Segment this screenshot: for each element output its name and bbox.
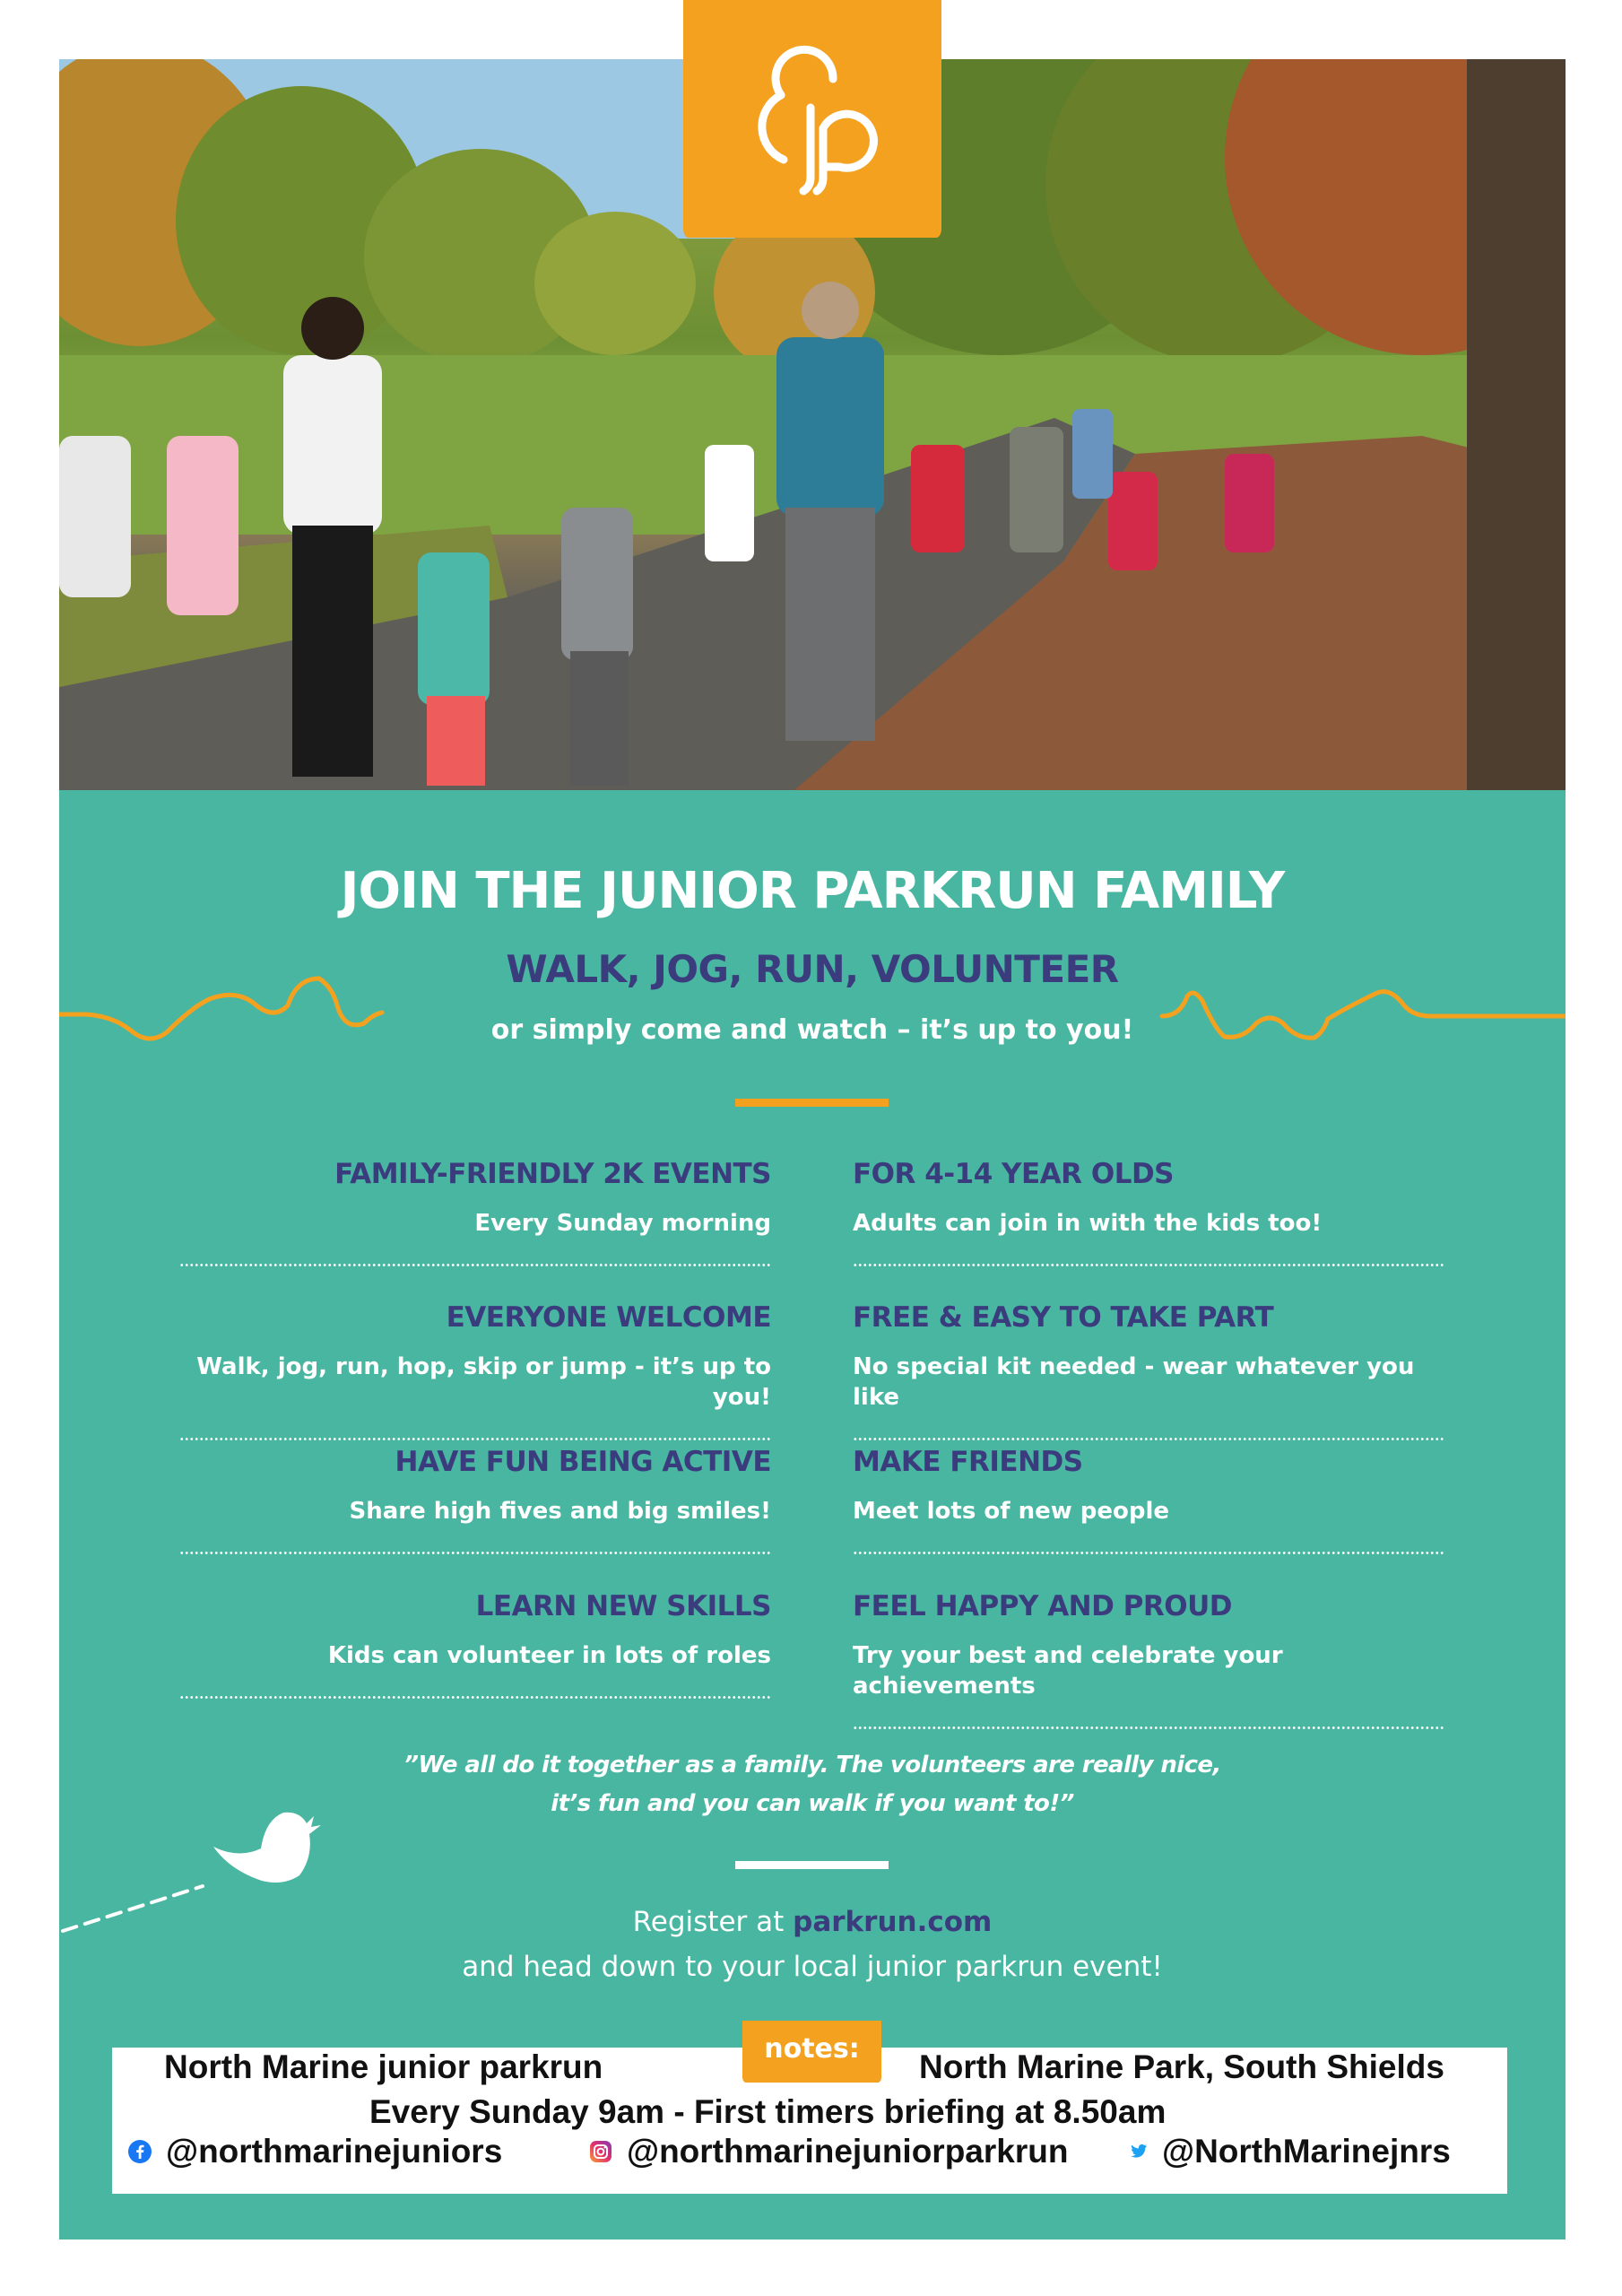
feature-learn-skills (179, 1588, 771, 1699)
feature-title: FEEL HAPPY AND PROUD (853, 1590, 1233, 1622)
instagram-icon (589, 2140, 612, 2163)
dotted-divider (179, 1696, 771, 1699)
feature-have-fun (179, 1444, 771, 1554)
dotted-divider (853, 1264, 1444, 1266)
twitter-handle: @NorthMarinejnrs (1162, 2133, 1451, 2170)
dotted-divider (179, 1438, 771, 1440)
feature-desc: No special kit needed - wear whatever you like (853, 1353, 1415, 1411)
subheadline: WALK, JOG, RUN, VOLUNTEER (506, 947, 1119, 991)
feature-desc: Share high fives and big smiles! (349, 1498, 771, 1525)
quote-line-1: ”We all do it together as a family. The volunteers are really nice, (403, 1752, 1221, 1779)
orange-divider (735, 1099, 889, 1107)
quote-line-2: it’s fun and you can walk if you want to!” (551, 1790, 1074, 1817)
feature-title: FREE & EASY TO TAKE PART (853, 1301, 1274, 1334)
register-line-2: and head down to your local junior parkrun event! (462, 1951, 1163, 1983)
feature-title: LEARN NEW SKILLS (475, 1590, 771, 1622)
feature-everyone-welcome (179, 1300, 771, 1440)
register-cta (59, 1900, 1566, 1989)
event-location: North Marine Park, South Shields (919, 2048, 1444, 2085)
feature-title: HAVE FUN BEING ACTIVE (395, 1446, 771, 1478)
facebook-handle: @northmarinejuniors (166, 2133, 503, 2170)
dotted-divider (853, 1552, 1444, 1554)
facebook-handle-row[interactable] (128, 2133, 502, 2170)
feature-desc: Walk, jog, run, hop, skip or jump - it’s up to you! (196, 1353, 771, 1411)
parkrun-junior-logo-icon (741, 43, 884, 196)
feature-free-easy (853, 1300, 1444, 1440)
twitter-icon (1130, 2144, 1148, 2160)
feature-title: MAKE FRIENDS (853, 1446, 1083, 1478)
facebook-icon (128, 2140, 152, 2163)
feature-happy-proud (853, 1588, 1444, 1729)
white-divider (735, 1861, 889, 1869)
dotted-divider (853, 1438, 1444, 1440)
event-name: North Marine junior parkrun (164, 2048, 603, 2085)
feature-title: EVERYONE WELCOME (446, 1301, 771, 1334)
headline: JOIN THE JUNIOR PARKRUN FAMILY (340, 862, 1285, 920)
register-prefix: Register at (632, 1906, 794, 1938)
feature-family-friendly (179, 1156, 771, 1266)
feature-desc: Adults can join in with the kids too! (853, 1210, 1323, 1237)
tagline: or simply come and watch – it’s up to you! (490, 1014, 1134, 1046)
parkrun-link[interactable]: parkrun.com (793, 1906, 993, 1938)
feature-age-range (853, 1156, 1444, 1266)
dotted-divider (853, 1726, 1444, 1729)
register-line-1 (59, 1900, 1566, 1944)
feature-title: FAMILY-FRIENDLY 2K EVENTS (334, 1158, 771, 1190)
feature-desc: Kids can volunteer in lots of roles (327, 1642, 771, 1669)
parkrun-logo-tab (683, 0, 941, 238)
dotted-divider (179, 1264, 771, 1266)
dotted-divider (179, 1552, 771, 1554)
feature-desc: Every Sunday morning (474, 1210, 771, 1237)
twitter-handle-row[interactable] (1130, 2133, 1451, 2170)
feature-title: FOR 4-14 YEAR OLDS (853, 1158, 1175, 1190)
feature-desc: Try your best and celebrate your achievements (853, 1642, 1283, 1700)
feature-make-friends (853, 1444, 1444, 1554)
notes-badge: notes: (742, 2021, 881, 2083)
instagram-handle-row[interactable] (589, 2133, 1068, 2170)
feature-desc: Meet lots of new people (853, 1498, 1170, 1525)
instagram-handle: @northmarinejuniorparkrun (627, 2133, 1069, 2170)
event-schedule: Every Sunday 9am - First timers briefing at 8.50am (369, 2093, 1167, 2130)
